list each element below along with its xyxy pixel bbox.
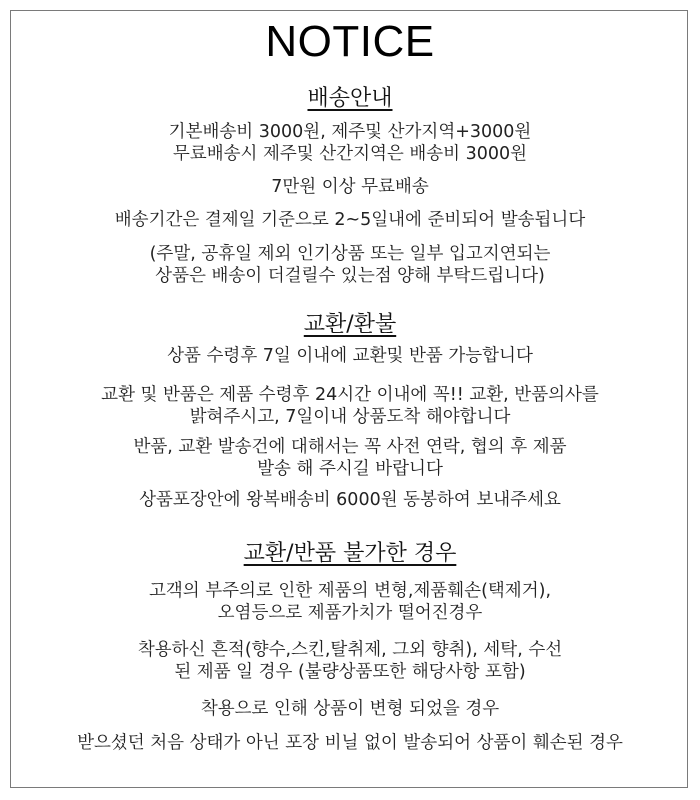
page-title: NOTICE: [265, 17, 435, 66]
exchange-heading: [0, 310, 700, 340]
exchange-contact-line-2: 발송 해 주시길 바랍니다: [257, 459, 443, 479]
exchange-notice-line-1: 교환 및 반품은 제품 수령후 24시간 이내에 꼭!! 교환, 반품의사를: [101, 385, 599, 405]
exchange-heading-text: 교환/환불: [303, 312, 397, 337]
exchange-contact-line-1: 반품, 교환 발송건에 대해서는 꼭 사전 연락, 협의 후 제품: [133, 437, 567, 457]
unavailable-packaging-paragraph: [20, 732, 680, 754]
unavailable-worn-paragraph: [20, 639, 680, 683]
shipping-fee-paragraph: [20, 121, 680, 165]
unavailable-packaging-line: 받으셨던 처음 상태가 아닌 포장 비닐 없이 발송되어 상품이 훼손된 경우: [77, 733, 623, 753]
shipping-heading-text: 배송안내: [307, 86, 393, 111]
unavailable-heading-text: 교환/반품 불가한 경우: [243, 541, 457, 566]
exchange-contact-paragraph: [20, 436, 680, 480]
shipping-fee-line-2: 무료배송시 제주및 산간지역은 배송비 3000원: [172, 144, 528, 164]
unavailable-deformed-line: 착용으로 인해 상품이 변형 되었을 경우: [200, 699, 500, 719]
exchange-period-line: 상품 수령후 7일 이내에 교환및 반품 가능합니다: [167, 346, 533, 366]
unavailable-damage-line-1: 고객의 부주의로 인한 제품의 변형,제품훼손(택제거),: [148, 581, 552, 601]
unavailable-damage-line-2: 오염등으로 제품가치가 떨어진경우: [217, 603, 483, 623]
shipping-fee-line-1: 기본배송비 3000원, 제주및 산가지역+3000원: [168, 122, 532, 142]
shipping-delay-line-2: 상품은 배송이 더걸릴수 있는점 양해 부탁드립니다): [155, 266, 545, 286]
unavailable-damage-paragraph: [20, 580, 680, 624]
shipping-period-paragraph: [20, 209, 680, 231]
exchange-fee-paragraph: [20, 489, 680, 511]
shipping-heading: [0, 84, 700, 114]
unavailable-deformed-paragraph: [20, 698, 680, 720]
shipping-delay-line-1: (주말, 공휴일 제외 인기상품 또는 일부 입고지연되는: [149, 244, 551, 264]
unavailable-heading: [0, 539, 700, 569]
unavailable-worn-line-2: 된 제품 일 경우 (불량상품또한 해당사항 포함): [174, 662, 526, 682]
unavailable-worn-line-1: 착용하신 흔적(향수,스킨,탈취제, 그외 향취), 세탁, 수선: [137, 640, 563, 660]
free-shipping-line: 7만원 이상 무료배송: [271, 177, 429, 197]
shipping-delay-paragraph: [20, 243, 680, 287]
exchange-notice-paragraph: [20, 384, 680, 428]
exchange-period-paragraph: [20, 345, 680, 367]
exchange-fee-line: 상품포장안에 왕복배송비 6000원 동봉하여 보내주세요: [139, 490, 561, 510]
exchange-notice-line-2: 밝혀주시고, 7일이내 상품도착 해야합니다: [189, 407, 511, 427]
free-shipping-paragraph: [20, 176, 680, 198]
shipping-period-line: 배송기간은 결제일 기준으로 2~5일내에 준비되어 발송됩니다: [114, 210, 586, 230]
